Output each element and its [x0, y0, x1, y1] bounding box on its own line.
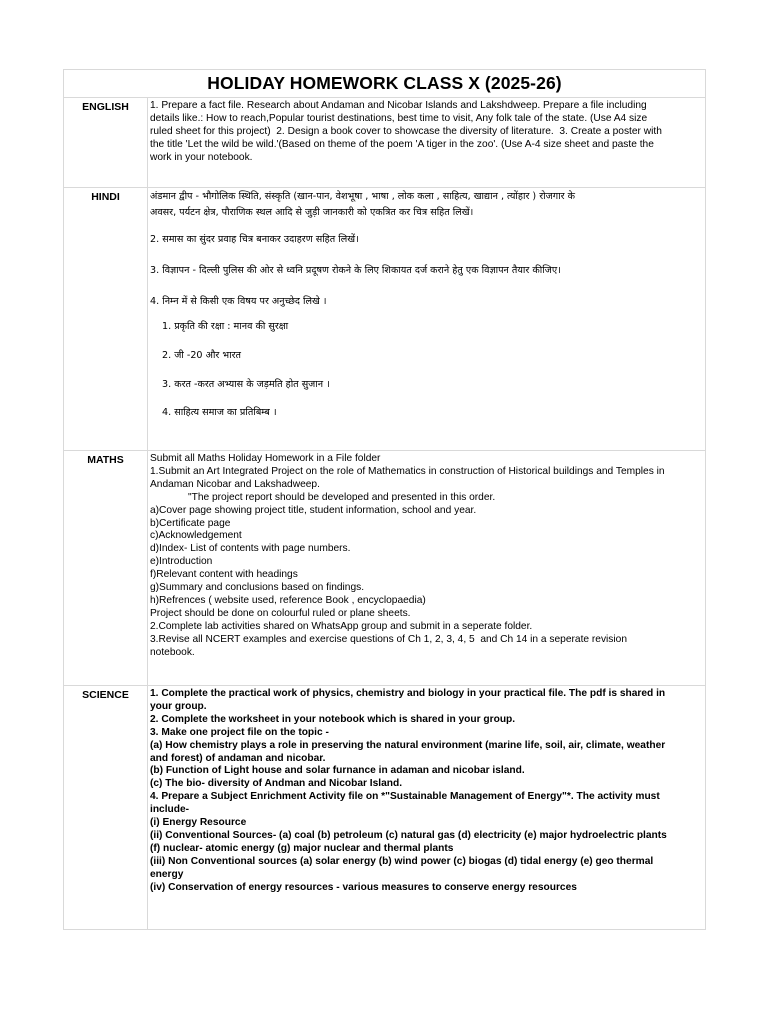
- maths-line: e)Introduction: [150, 556, 213, 568]
- subject-label-hindi: HINDI: [64, 188, 148, 451]
- english-line: work in your notebook.: [150, 151, 253, 163]
- science-line: your group.: [150, 700, 207, 712]
- science-line: (c) The bio- diversity of Andman and Nicobar Island.: [150, 778, 403, 790]
- science-content: [148, 686, 706, 930]
- hindi-subtopic-1: 1. प्रकृति की रक्षा : मानव की सुरक्षा: [162, 320, 289, 332]
- maths-line: "The project report should be developed and presented in this order.: [188, 491, 496, 503]
- maths-line: g)Summary and conclusions based on findings.: [150, 582, 365, 594]
- hindi-item-4: 4. निम्न में से किसी एक विषय पर अनुच्छेद लिखे ।: [150, 295, 327, 307]
- science-line: (iv) Conservation of energy resources - various measures to conserve energy resources: [150, 881, 577, 893]
- maths-line: c)Acknowledgement: [150, 530, 242, 542]
- maths-line: 1.Submit an Art Integrated Project on the role of Mathematics in construction of Historical buildings and Temples in: [150, 465, 665, 477]
- maths-line: Project should be done on colourful ruled or plane sheets.: [150, 607, 411, 619]
- english-line: ruled sheet for this project) 2. Design a book cover to showcase the diversity of literature. 3. Create a poster with: [150, 125, 662, 137]
- maths-line: b)Certificate page: [150, 517, 231, 529]
- science-row: [64, 686, 706, 930]
- maths-line: h)Refrences ( website used, reference Book , encyclopaedia): [150, 594, 426, 606]
- hindi-subtopic-2: 2. जी -20 और भारत: [162, 349, 241, 361]
- science-line: include-: [150, 804, 190, 816]
- maths-row: [64, 451, 706, 686]
- hindi-row: [64, 188, 706, 451]
- science-line: energy: [150, 868, 184, 880]
- maths-line: Andaman Nicobar and Lakshadweep.: [150, 478, 320, 490]
- maths-line: notebook.: [150, 646, 195, 658]
- science-line: 4. Prepare a Subject Enrichment Activity file on *"Sustainable Management of Energy"*. The activity must: [150, 791, 660, 803]
- science-line: 3. Make one project file on the topic -: [150, 726, 329, 738]
- science-line: (f) nuclear- atomic energy (g) major nuclear and thermal plants: [150, 842, 454, 854]
- maths-line: 2.Complete lab activities shared on WhatsApp group and submit in a seperate folder.: [150, 620, 533, 632]
- subject-label-english: ENGLISH: [64, 98, 148, 188]
- english-content: [148, 98, 706, 188]
- science-line: and forest) of andaman and nicobar.: [150, 752, 326, 764]
- science-line: 1. Complete the practical work of physics, chemistry and biology in your practical file. The pdf is shared in: [150, 688, 666, 699]
- hindi-subtopic-3: 3. करत -करत अभ्यास के जड़मति होत सुजान ।: [162, 378, 330, 390]
- english-line: details like.: How to reach,Popular tourist destinations, best time to visit, Any folk tale of the state. (Use A4 size: [150, 112, 648, 124]
- maths-line: Submit all Maths Holiday Homework in a File folder: [150, 453, 381, 464]
- hindi-item-2: 2. समास का सुंदर प्रवाह चित्र बनाकर उदाहरण सहित लिखें।: [150, 234, 359, 245]
- maths-line: d)Index- List of contents with page numbers.: [150, 543, 351, 555]
- title-row: [64, 70, 706, 98]
- english-line: 1. Prepare a fact file. Research about Andaman and Nicobar Islands and Lakshdweep. Prepare a file including: [150, 100, 647, 111]
- english-line: the title 'Let the wild be wild.'(Based on theme of the poem 'A tiger in the zoo'. (Use A-4 size sheet and paste the: [150, 138, 654, 150]
- hindi-subtopic-4: 4. साहित्य समाज का प्रतिबिम्ब ।: [162, 407, 277, 419]
- science-line: (a) How chemistry plays a role in preserving the natural environment (marine life, soil, air, climate, weather: [150, 739, 666, 751]
- science-line: (iii) Non Conventional sources (a) solar energy (b) wind power (c) biogas (d) tidal energy (e) geo thermal: [150, 855, 654, 867]
- hindi-item-3: 3. विज्ञापन - दिल्ली पुलिस की ओर से ध्वनि प्रदूषण रोकने के लिए शिकायत दर्ज कराने हेतु एक विज्ञापन तैयार कीजिए।: [150, 264, 561, 276]
- maths-line: 3.Revise all NCERT examples and exercise questions of Ch 1, 2, 3, 4, 5 and Ch 14 in a seperate revision: [150, 633, 627, 645]
- document-title: HOLIDAY HOMEWORK CLASS X (2025-26): [64, 70, 706, 98]
- science-line: (b) Function of Light house and solar furnance in adaman and nicobar island.: [150, 765, 525, 777]
- science-line: (ii) Conventional Sources- (a) coal (b) petroleum (c) natural gas (d) electricity (e) major hydroelectric plants: [150, 829, 667, 841]
- hindi-content: [148, 188, 706, 451]
- hindi-intro-line: अवसर, पर्यटन क्षेत्र, पौराणिक स्थल आदि से जुड़ी जानकारी को एकत्रित कर चित्र सहित लिखें।: [150, 207, 474, 218]
- subject-label-science: SCIENCE: [64, 686, 148, 930]
- homework-table: [63, 69, 706, 930]
- hindi-intro-line: अंडमान द्वीप - भौगोलिक स्थिति, संस्कृति (खान-पान, वेशभूषा , भाषा , लोक कला , साहित्य, खाद्यान , त्योंहार ) रोजगार के: [150, 191, 575, 202]
- science-line: (i) Energy Resource: [150, 817, 247, 829]
- maths-line: f)Relevant content with headings: [150, 569, 298, 581]
- science-line: 2. Complete the worksheet in your notebook which is shared in your group.: [150, 713, 516, 725]
- subject-label-maths: MATHS: [64, 451, 148, 686]
- maths-content: [148, 451, 706, 686]
- english-row: [64, 98, 706, 188]
- maths-line: a)Cover page showing project title, student information, school and year.: [150, 504, 477, 516]
